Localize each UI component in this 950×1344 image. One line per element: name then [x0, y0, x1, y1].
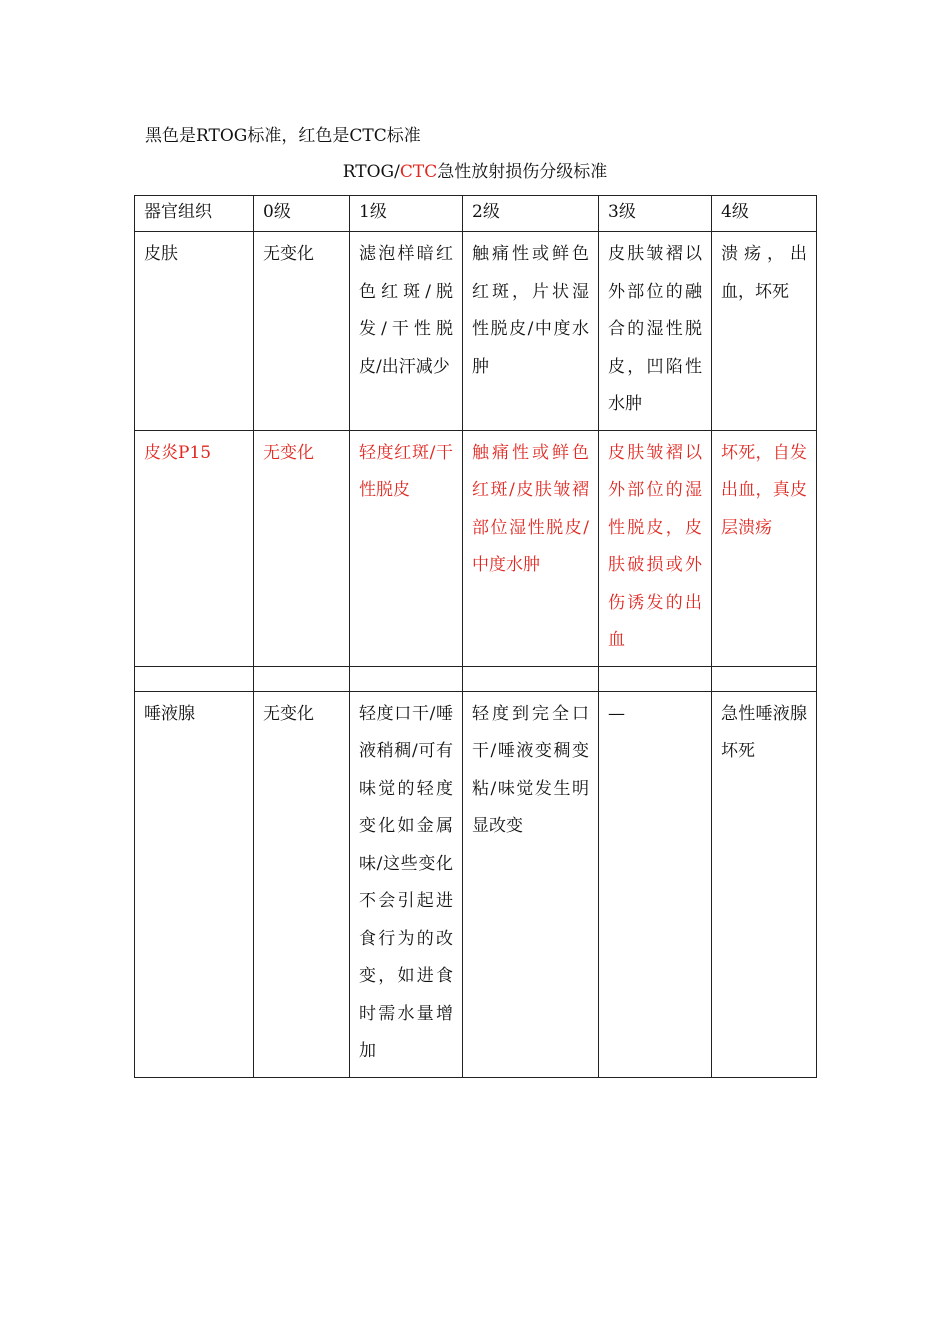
table-cell: —: [599, 691, 712, 1077]
table-cell: 轻度口干/唾液稍稠/可有味觉的轻度变化如金属味/这些变化不会引起进食行为的改变，如进食时需水量增加: [350, 691, 463, 1077]
table-cell: [254, 666, 350, 691]
table-cell: [350, 666, 463, 691]
title-rest: 急性放射损伤分级标准: [437, 162, 608, 182]
title-rtog: RTOG/: [342, 162, 400, 182]
table-cell: 触痛性或鲜色红斑，片状湿性脱皮/中度水肿: [463, 232, 599, 431]
table-cell: 皮肤皱褶以外部位的湿性脱皮，皮肤破损或外伤诱发的出血: [599, 430, 712, 666]
header-organ: 器官组织: [135, 196, 254, 232]
table-cell: 溃疡，出血，坏死: [712, 232, 817, 431]
table-cell: [463, 666, 599, 691]
table-row-skin-rtog: [135, 232, 817, 431]
table-row-dermatitis-ctc: [135, 430, 817, 666]
table-row-salivary-rtog: [135, 691, 817, 1077]
header-row: [135, 196, 817, 232]
table-cell: 坏死，自发出血，真皮层溃疡: [712, 430, 817, 666]
table-cell: 无变化: [254, 232, 350, 431]
table-cell: 皮炎P15: [135, 430, 254, 666]
table-title: [0, 160, 950, 184]
table-cell: 无变化: [254, 430, 350, 666]
standard-color-note: 黑色是RTOG标准，红色是CTC标准: [145, 126, 421, 146]
table-cell: 无变化: [254, 691, 350, 1077]
grading-table: [134, 195, 817, 1078]
table-cell: 滤泡样暗红色红斑/脱发/干性脱皮/出汗减少: [350, 232, 463, 431]
table-cell: 轻度红斑/干性脱皮: [350, 430, 463, 666]
table-cell: [135, 666, 254, 691]
table-cell: 皮肤皱褶以外部位的融合的湿性脱皮，凹陷性水肿: [599, 232, 712, 431]
header-grade-3: 3级: [599, 196, 712, 232]
table-row-empty: [135, 666, 817, 691]
table-cell: 触痛性或鲜色红斑/皮肤皱褶部位湿性脱皮/中度水肿: [463, 430, 599, 666]
table-cell: [712, 666, 817, 691]
header-grade-4: 4级: [712, 196, 817, 232]
title-ctc: CTC: [399, 162, 438, 182]
table-cell: 急性唾液腺坏死: [712, 691, 817, 1077]
header-grade-2: 2级: [463, 196, 599, 232]
table-cell: 皮肤: [135, 232, 254, 431]
header-grade-0: 0级: [254, 196, 350, 232]
table-cell: 唾液腺: [135, 691, 254, 1077]
header-grade-1: 1级: [350, 196, 463, 232]
table-cell: [599, 666, 712, 691]
table-cell: 轻度到完全口干/唾液变稠变粘/味觉发生明显改变: [463, 691, 599, 1077]
